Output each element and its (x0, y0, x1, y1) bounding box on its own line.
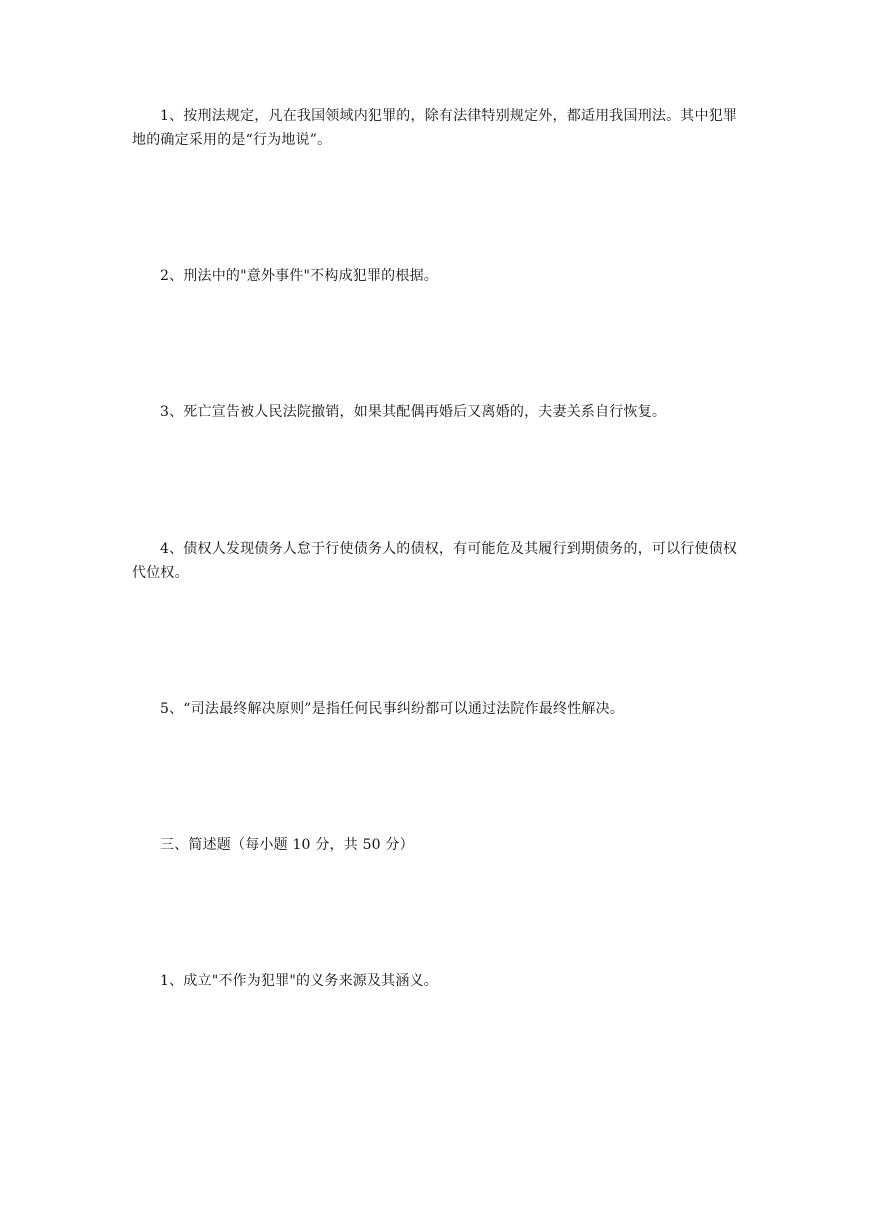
paragraph-4: 4、债权人发现债务人怠于行使债务人的债权，有可能危及其履行到期债务的，可以行使债权代位权。 (132, 541, 738, 581)
paragraph-5: 5、“司法最终解决原则”是指任何民事纠纷都可以通过法院作最终性解决。 (160, 701, 625, 717)
question-1: 1、成立"不作为犯罪"的义务来源及其涵义。 (160, 973, 438, 989)
paragraph-2: 2、刑法中的"意外事件"不构成犯罪的根据。 (160, 268, 438, 284)
paragraph-1: 1、按刑法规定，凡在我国领域内犯罪的，除有法律特别规定外，都适用我国刑法。其中犯罪地的确定采用的是“行为地说”。 (132, 108, 738, 148)
paragraph-3: 3、死亡宣告被人民法院撤销，如果其配偶再婚后又离婚的，夫妻关系自行恢复。 (160, 404, 667, 420)
section-heading: 三、简述题（每小题 10 分，共 50 分） (160, 837, 414, 853)
